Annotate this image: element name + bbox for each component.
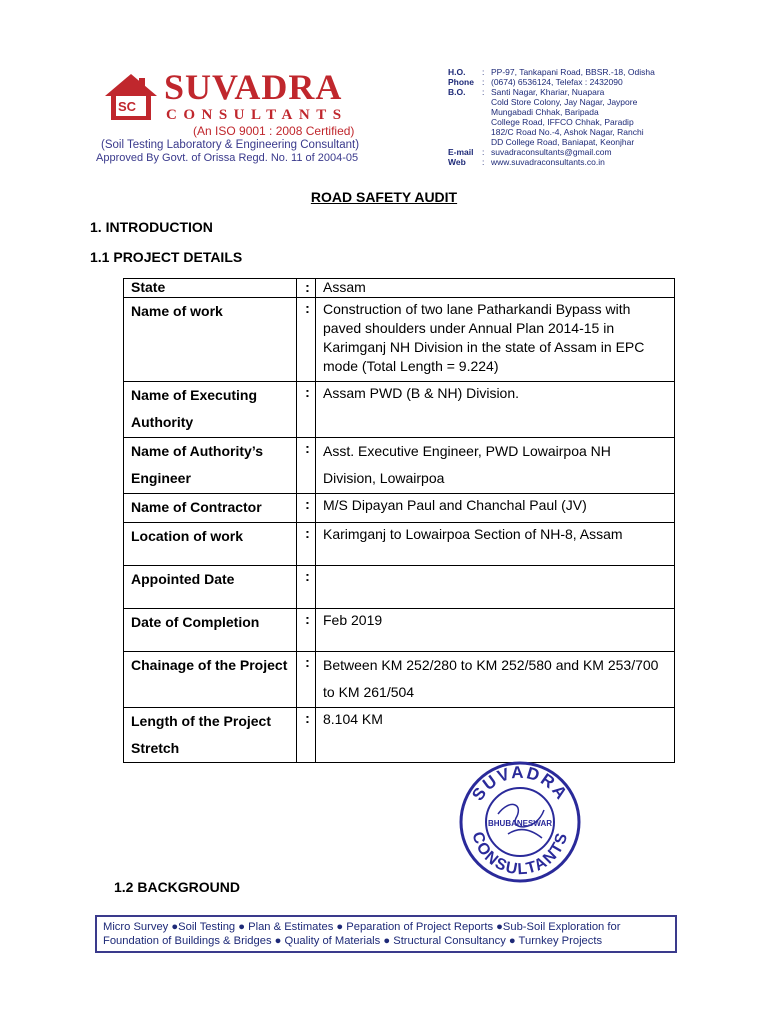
table-row	[124, 298, 675, 382]
row-separator: :	[297, 438, 316, 494]
address-text: 182/C Road No.-4, Ashok Nagar, Ranchi	[491, 127, 644, 137]
row-separator: :	[297, 652, 316, 708]
company-logo-icon	[103, 72, 159, 122]
address-text: Mungabadi Chhak, Baripada	[491, 107, 599, 117]
address-row	[448, 107, 655, 117]
company-tagline: (Soil Testing Laboratory & Engineering Consultant)	[101, 139, 360, 151]
address-text: Santi Nagar, Khariar, Nuapara	[491, 87, 605, 97]
approval-line: Approved By Govt. of Orissa Regd. No. 11 of 2004-05	[96, 152, 359, 164]
address-block	[448, 67, 655, 167]
address-separator	[482, 137, 491, 147]
address-separator	[482, 107, 491, 117]
address-row	[448, 77, 655, 87]
table-row	[124, 279, 675, 298]
row-value: Asst. Executive Engineer, PWD Lowairpoa NH Division, Lowairpoa	[316, 438, 675, 494]
address-label: E-mail	[448, 147, 474, 157]
address-row	[448, 97, 655, 107]
row-label: State	[124, 279, 297, 298]
address-label: Phone	[448, 77, 474, 87]
table-row	[124, 566, 675, 609]
table-row	[124, 708, 675, 763]
address-label	[448, 107, 482, 117]
address-separator: :	[482, 67, 485, 77]
row-value	[316, 566, 675, 609]
address-row	[448, 147, 655, 157]
company-name: SUVADRA	[164, 67, 343, 107]
stamp-center-text: BHUBANESWAR	[488, 819, 552, 828]
table-row	[124, 494, 675, 523]
address-row	[448, 117, 655, 127]
row-separator: :	[297, 279, 316, 298]
address-text: College Road, IFFCO Chhak, Paradip	[491, 117, 634, 127]
address-separator: :	[482, 77, 485, 87]
row-value: 8.104 KM	[316, 708, 675, 763]
row-label: Name of Contractor	[124, 494, 297, 523]
svg-text:SUVADRA: SUVADRA	[468, 762, 572, 805]
section-introduction-heading: 1. INTRODUCTION	[90, 219, 213, 235]
address-text: www.suvadraconsultants.co.in	[491, 157, 605, 167]
address-separator: :	[482, 147, 485, 157]
table-row	[124, 652, 675, 708]
project-details-table	[123, 278, 675, 763]
row-separator: :	[297, 494, 316, 523]
row-value: M/S Dipayan Paul and Chanchal Paul (JV)	[316, 494, 675, 523]
address-row	[448, 67, 655, 77]
row-label: Location of work	[124, 523, 297, 566]
address-row	[448, 127, 655, 137]
section-project-details-heading: 1.1 PROJECT DETAILS	[90, 249, 243, 265]
logo-initials: SC	[118, 99, 137, 114]
row-value: Assam PWD (B & NH) Division.	[316, 382, 675, 438]
address-separator	[482, 127, 491, 137]
row-label: Chainage of the Project	[124, 652, 297, 708]
address-separator	[482, 97, 491, 107]
row-label: Name of Executing Authority	[124, 382, 297, 438]
address-separator	[482, 117, 491, 127]
row-label: Appointed Date	[124, 566, 297, 609]
row-value: Between KM 252/280 to KM 252/580 and KM 253/700 to KM 261/504	[316, 652, 675, 708]
row-label: Name of work	[124, 298, 297, 382]
table-row	[124, 438, 675, 494]
row-separator: :	[297, 708, 316, 763]
row-label: Date of Completion	[124, 609, 297, 652]
services-line-1: Micro Survey ●Soil Testing ● Plan & Estimates ● Peparation of Project Reports ●Sub-Soil Exploration for	[103, 921, 621, 933]
row-label: Name of Authority’s Engineer	[124, 438, 297, 494]
row-label: Length of the Project Stretch	[124, 708, 297, 763]
row-value: Assam	[316, 279, 675, 298]
address-separator: :	[482, 87, 485, 97]
address-text: suvadraconsultants@gmail.com	[491, 147, 612, 157]
table-row	[124, 609, 675, 652]
address-label	[448, 97, 482, 107]
address-label: B.O.	[448, 87, 466, 97]
services-banner	[95, 915, 677, 953]
table-row	[124, 382, 675, 438]
address-label	[448, 137, 482, 147]
company-subtitle: CONSULTANTS	[166, 107, 348, 123]
address-row	[448, 157, 655, 167]
row-separator: :	[297, 298, 316, 382]
address-text: PP-97, Tankapani Road, BBSR.-18, Odisha	[491, 67, 655, 77]
address-label	[448, 127, 482, 137]
address-row	[448, 87, 655, 97]
row-value: Construction of two lane Patharkandi Bypass with paved shoulders under Annual Plan 2014-15 in Karimganj NH Division in the state of Assam in EPC mode (Total Length = 9.224)	[316, 298, 675, 382]
company-stamp-seal	[458, 760, 582, 884]
address-label: Web	[448, 157, 466, 167]
row-value: Karimganj to Lowairpoa Section of NH-8, Assam	[316, 523, 675, 566]
section-background-heading: 1.2 BACKGROUND	[114, 879, 241, 895]
row-separator: :	[297, 382, 316, 438]
iso-certification: (An ISO 9001 : 2008 Certified)	[193, 124, 355, 138]
address-row	[448, 137, 655, 147]
row-separator: :	[297, 566, 316, 609]
address-text: DD College Road, Baniapat, Keonjhar	[491, 137, 635, 147]
row-separator: :	[297, 523, 316, 566]
svg-text:CONSULTANTS: CONSULTANTS	[468, 829, 572, 879]
address-text: Cold Store Colony, Jay Nagar, Jaypore	[491, 97, 638, 107]
address-text: (0674) 6536124, Telefax : 2432090	[491, 77, 623, 87]
row-value: Feb 2019	[316, 609, 675, 652]
address-label	[448, 117, 482, 127]
address-separator: :	[482, 157, 485, 167]
document-title: ROAD SAFETY AUDIT	[310, 189, 458, 205]
table-row	[124, 523, 675, 566]
address-label: H.O.	[448, 67, 466, 77]
services-line-2: Foundation of Buildings & Bridges ● Quality of Materials ● Structural Consultancy ● Turnkey Projects	[103, 935, 603, 947]
row-separator: :	[297, 609, 316, 652]
